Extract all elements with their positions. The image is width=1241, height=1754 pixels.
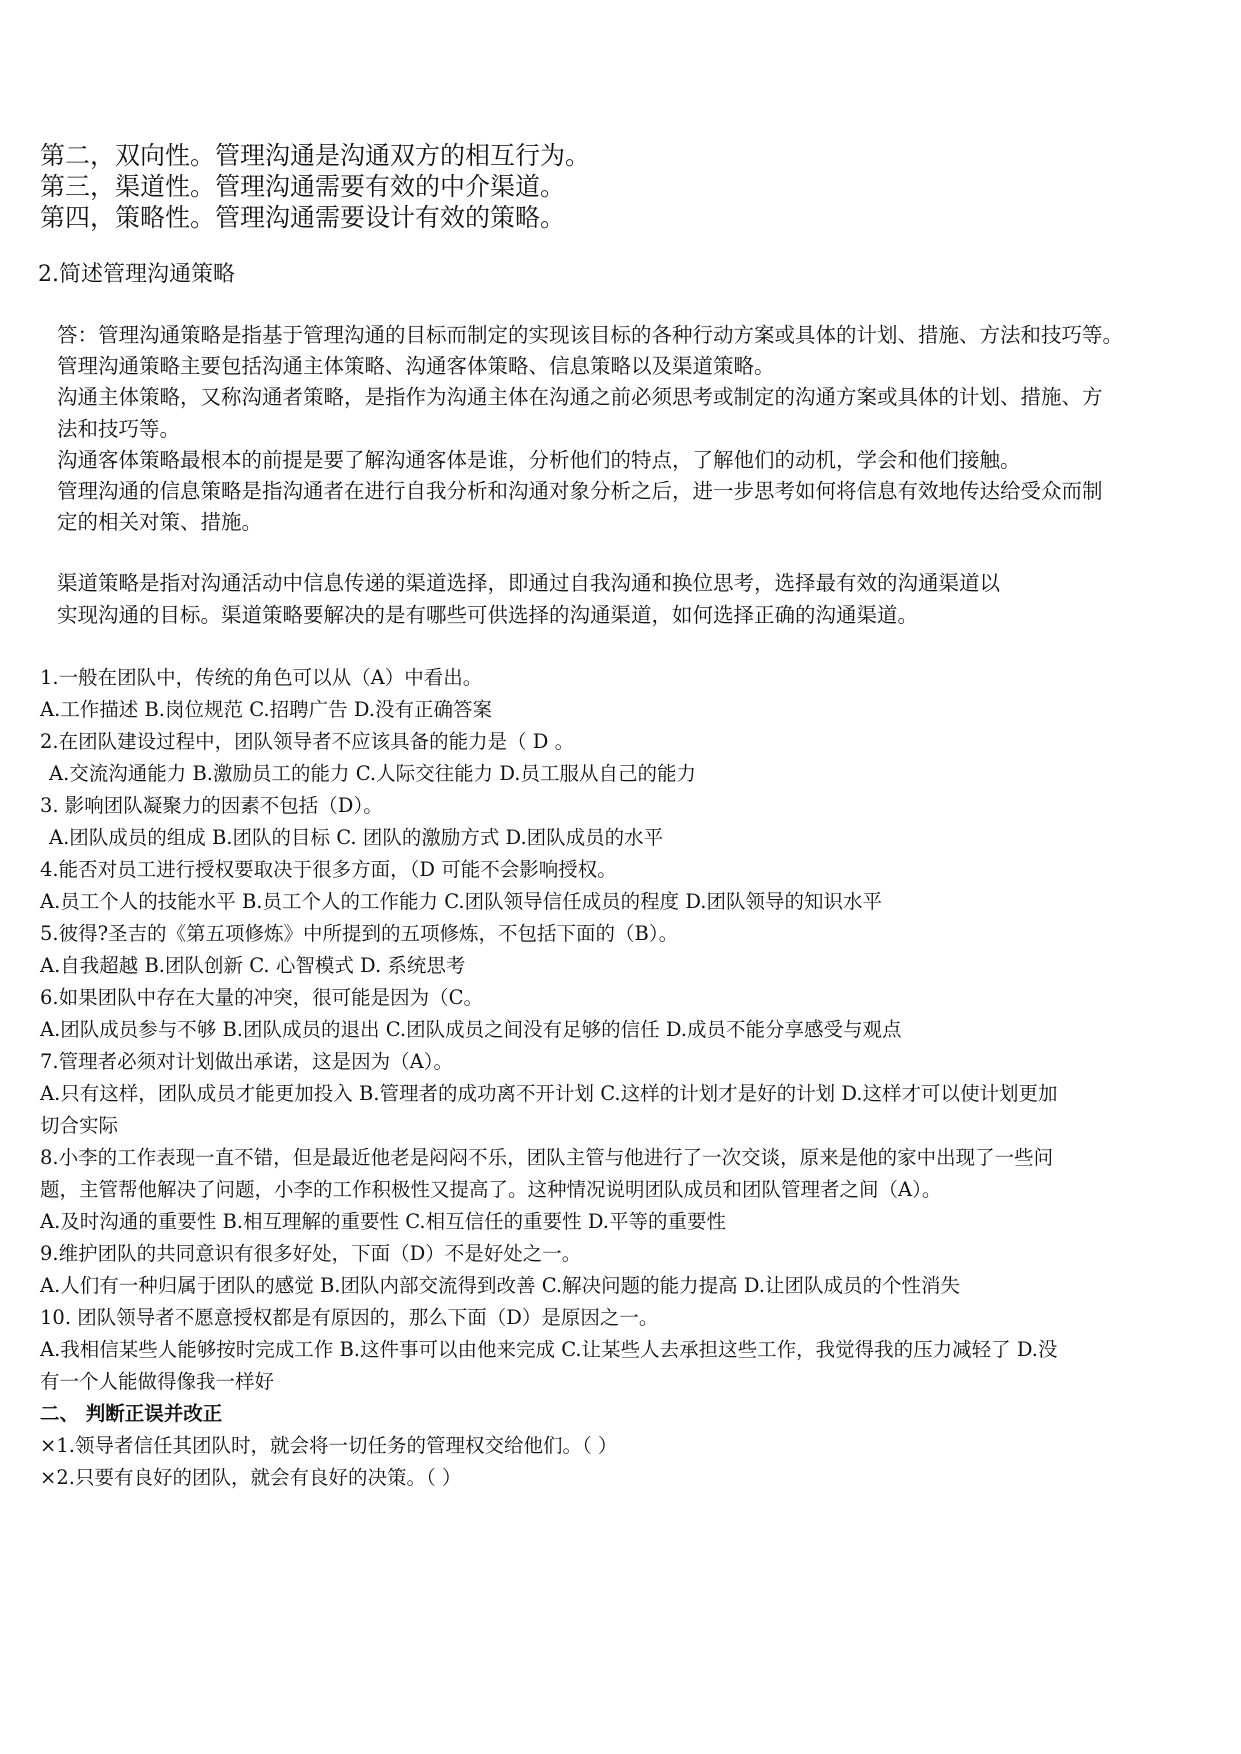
question-line: 6.如果团队中存在大量的冲突，很可能是因为（C。 bbox=[40, 986, 484, 1009]
answer-line: 答：管理沟通策略是指基于管理沟通的目标而制定的实现该目标的各种行动方案或具体的计划、措施、方法和技巧等。 bbox=[57, 323, 1123, 347]
question-line: 4.能否对员工进行授权要取决于很多方面，（D 可能不会影响授权。 bbox=[40, 858, 617, 881]
intro-point: 第四，策略性。管理沟通需要设计有效的策略。 bbox=[40, 203, 566, 232]
answer-line: 沟通客体策略最根本的前提是要了解沟通客体是谁，分析他们的特点，了解他们的动机，学会和他们接触。 bbox=[57, 448, 1021, 472]
channel-line: 渠道策略是指对沟通活动中信息传递的渠道选择，即通过自我沟通和换位思考，选择最有效的沟通渠道以 bbox=[57, 571, 1000, 595]
judgement-item: ×1.领导者信任其团队时，就会将一切任务的管理权交给他们。（ ） bbox=[40, 1434, 618, 1457]
question-line: 9.维护团队的共同意识有很多好处，下面（D）不是好处之一。 bbox=[40, 1242, 582, 1265]
channel-line: 实现沟通的目标。渠道策略要解决的是有哪些可供选择的沟通渠道，如何选择正确的沟通渠道。 bbox=[57, 603, 918, 627]
answer-line: 管理沟通策略主要包括沟通主体策略、沟通客体策略、信息策略以及渠道策略。 bbox=[57, 354, 775, 378]
question-line: 题，主管帮他解决了问题，小李的工作积极性又提高了。这种情况说明团队成员和团队管理者之间（A）。 bbox=[40, 1178, 942, 1201]
options-line: 有一个人能做得像我一样好 bbox=[40, 1370, 275, 1393]
options-line: A.我相信某些人能够按时完成工作 B.这件事可以由他来完成 C.让某些人去承担这些工作，我觉得我的压力减轻了 D.没 bbox=[40, 1338, 1058, 1361]
options-line: A.团队成员参与不够 B.团队成员的退出 C.团队成员之间没有足够的信任 D.成员不能分享感受与观点 bbox=[40, 1018, 902, 1041]
intro-point: 第三，渠道性。管理沟通需要有效的中介渠道。 bbox=[40, 172, 566, 201]
options-line: A.员工个人的技能水平 B.员工个人的工作能力 C.团队领导信任成员的程度 D.团队领导的知识水平 bbox=[40, 890, 882, 913]
options-line: A.自我超越 B.团队创新 C. 心智模式 D. 系统思考 bbox=[40, 954, 466, 977]
answer-line: 沟通主体策略，又称沟通者策略，是指作为沟通主体在沟通之前必须思考或制定的沟通方案或具体的计划、措施、方 bbox=[57, 385, 1103, 409]
question-line: 8.小李的工作表现一直不错，但是最近他老是闷闷不乐，团队主管与他进行了一次交谈，原来是他的家中出现了一些问 bbox=[40, 1146, 1054, 1169]
question-line: 7.管理者必须对计划做出承诺，这是因为（A）。 bbox=[40, 1050, 453, 1073]
options-line: A.工作描述 B.岗位规范 C.招聘广告 D.没有正确答案 bbox=[40, 698, 492, 721]
judgement-item: ×2.只要有良好的团队，就会有良好的决策。（ ） bbox=[40, 1466, 462, 1489]
section-heading: 二、 判断正误并改正 bbox=[40, 1402, 223, 1425]
question-line: 10. 团队领导者不愿意授权都是有原因的，那么下面（D）是原因之一。 bbox=[40, 1306, 659, 1329]
options-line: A.只有这样，团队成员才能更加投入 B.管理者的成功离不开计划 C.这样的计划才是好的计划 D.这样才可以使计划更加 bbox=[40, 1082, 1058, 1105]
question-line: 1.一般在团队中，传统的角色可以从（A）中看出。 bbox=[40, 666, 483, 689]
options-line: A.人们有一种归属于团队的感觉 B.团队内部交流得到改善 C.解决问题的能力提高 D.让团队成员的个性消失 bbox=[40, 1274, 960, 1297]
options-line: A.及时沟通的重要性 B.相互理解的重要性 C.相互信任的重要性 D.平等的重要性 bbox=[40, 1210, 726, 1233]
question-line: 3. 影响团队凝聚力的因素不包括（D）。 bbox=[40, 794, 383, 817]
question-line: 2.在团队建设过程中，团队领导者不应该具备的能力是（ D 。 bbox=[40, 730, 575, 753]
answer-line: 管理沟通的信息策略是指沟通者在进行自我分析和沟通对象分析之后，进一步思考如何将信息有效地传达给受众而制 bbox=[57, 479, 1103, 503]
intro-point: 第二，双向性。管理沟通是沟通双方的相互行为。 bbox=[40, 141, 591, 170]
question-line: 5.彼得?圣吉的《第五项修炼》中所提到的五项修炼，不包括下面的（B）。 bbox=[40, 922, 679, 945]
options-line: 切合实际 bbox=[40, 1114, 119, 1137]
question-title: 2.简述管理沟通策略 bbox=[38, 262, 235, 287]
options-line: A.交流沟通能力 B.激励员工的能力 C.人际交往能力 D.员工服从自己的能力 bbox=[49, 762, 696, 785]
answer-line: 定的相关对策、措施。 bbox=[57, 510, 262, 534]
answer-line: 法和技巧等。 bbox=[57, 417, 180, 441]
options-line: A.团队成员的组成 B.团队的目标 C. 团队的激励方式 D.团队成员的水平 bbox=[49, 826, 664, 849]
